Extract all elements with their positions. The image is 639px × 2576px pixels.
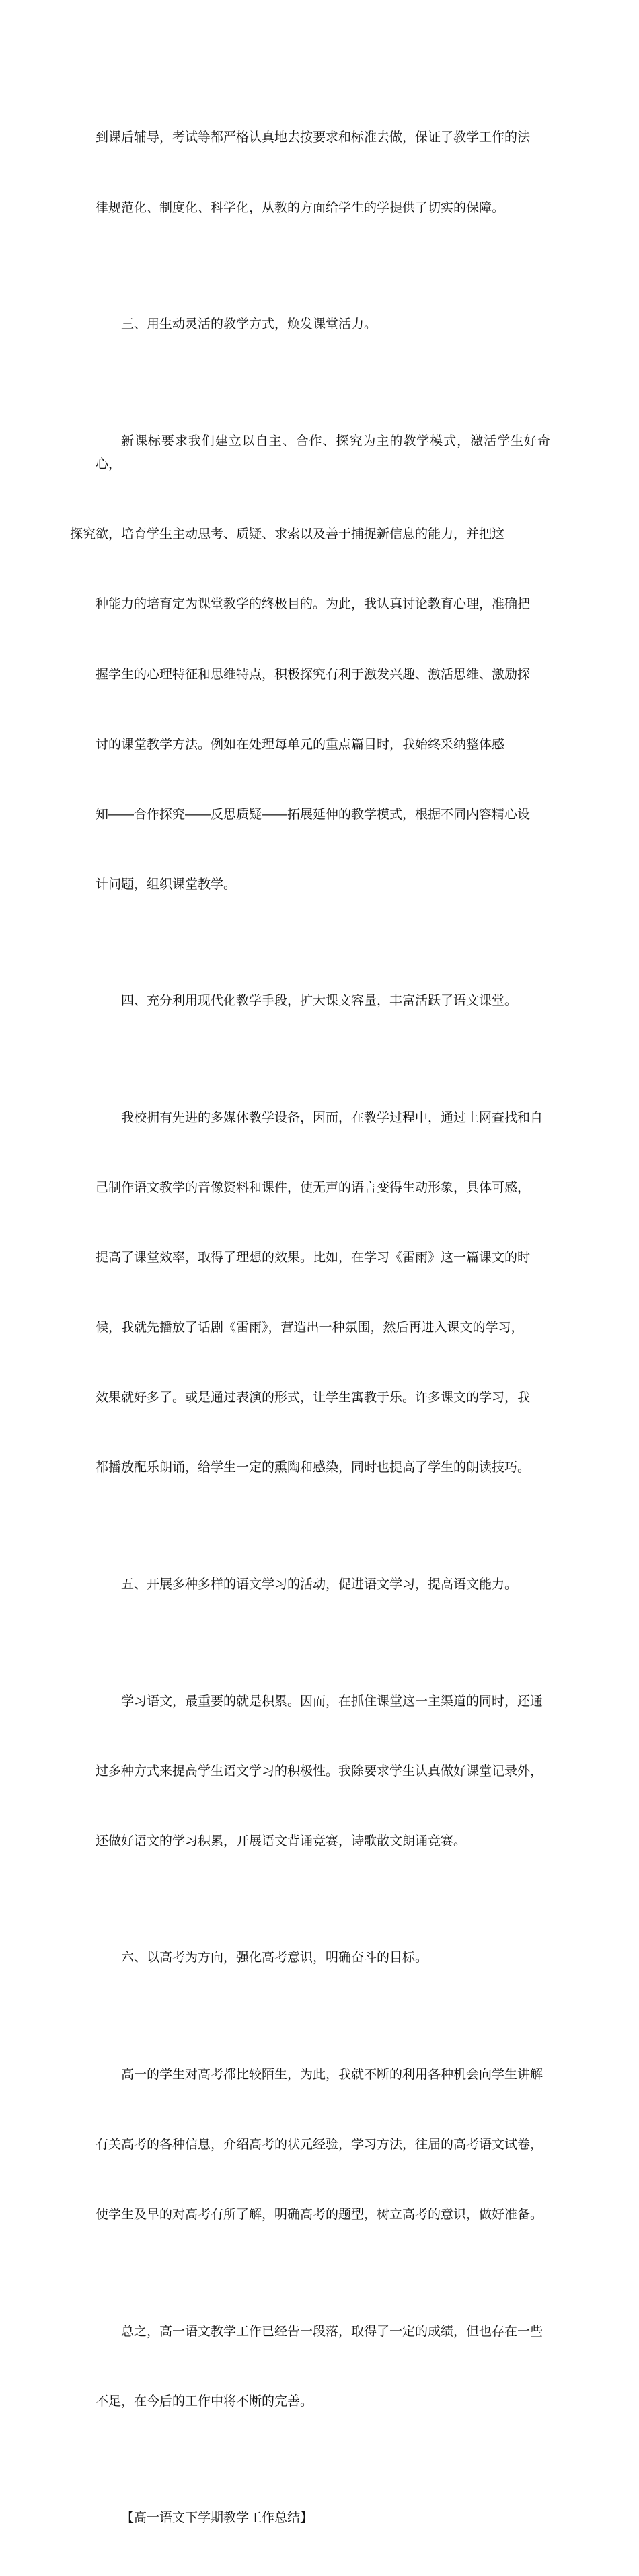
text-line: 还做好语文的学习积累，开展语文背诵竞赛，诗歌散文朗诵竞赛。	[96, 1833, 467, 1848]
text-line: 知――合作探究――反思质疑――拓展延伸的教学模式，根据不同内容精心设	[96, 806, 531, 822]
next-section-title	[96, 2460, 550, 2576]
paragraph-multimedia	[96, 1060, 550, 1526]
paragraph-continuation	[96, 79, 550, 266]
paragraph-conclusion	[96, 2273, 550, 2460]
text-line: 五、开展多种多样的语文学习的活动，促进语文学习，提高语文能力。	[121, 1577, 518, 1592]
text-line: 计问题，组织课堂教学。	[96, 876, 237, 892]
text-line: 到课后辅导，考试等都严格认真地去按要求和标准去做，保证了教学工作的法	[96, 130, 531, 145]
paragraph-gaokao	[96, 2016, 550, 2273]
text-line: 有关高考的各种信息，介绍高考的状元经验，学习方法，往届的高考语文试卷，	[96, 2136, 543, 2152]
text-line: 六、以高考为方向，强化高考意识，明确奋斗的目标。	[121, 1950, 428, 1965]
section-heading-4	[96, 943, 550, 1060]
section-heading-5	[96, 1526, 550, 1643]
text-line: 己制作语文教学的音像资料和课件，使无声的语言变得生动形象，具体可感，	[96, 1180, 531, 1196]
text-line: 握学生的心理特征和思维特点，积极探究有利于激发兴趣、激活思维、激励探	[96, 666, 531, 682]
text-line: 提高了课堂效率，取得了理想的效果。比如，在学习《雷雨》这一篇课文的时	[96, 1250, 531, 1265]
text-line: 新课标要求我们建立以自主、合作、探究为主的教学模式，激活学生好奇心，	[96, 433, 550, 472]
text-line: 过多种方式来提高学生语文学习的积极性。我除要求学生认真做好课堂记录外，	[96, 1763, 543, 1779]
text-line: 讨的课堂教学方法。例如在处理每单元的重点篇目时，我始终采纳整体感	[96, 736, 505, 752]
text-line: 候，我就先播放了话剧《雷雨》，营造出一种氛围，然后再进入课文的学习，	[96, 1320, 524, 1335]
text-line: 总之，高一语文教学工作已经告一段落，取得了一定的成绩，但也存在一些	[121, 2323, 543, 2339]
text-line: 都播放配乐朗诵，给学生一定的熏陶和感染，同时也提高了学生的朗读技巧。	[96, 1460, 531, 1475]
text-line: 学习语文，最重要的就是积累。因而，在抓住课堂这一主渠道的同时，还通	[121, 1693, 543, 1709]
text-line: 探究欲，培育学生主动思考、质疑、求索以及善于捕捉新信息的能力，并把这	[70, 526, 505, 542]
text-line: 【高一语文下学期教学工作总结】	[121, 2510, 313, 2526]
text-line: 律规范化、制度化、科学化，从教的方面给学生的学提供了切实的保障。	[96, 200, 505, 215]
text-line: 高一的学生对高考都比较陌生，为此，我就不断的利用各种机会向学生讲解	[121, 2066, 543, 2082]
paragraph-accumulation	[96, 1643, 550, 1900]
text-line: 三、用生动灵活的教学方式，焕发课堂活力。	[121, 317, 377, 332]
document-body	[70, 79, 550, 2576]
text-line: 不足，在今后的工作中将不断的完善。	[96, 2393, 313, 2409]
text-line: 四、充分利用现代化教学手段，扩大课文容量，丰富活跃了语文课堂。	[121, 993, 518, 1009]
text-line: 种能力的培育定为课堂教学的终极目的。为此，我认真讨论教育心理，准确把	[96, 596, 531, 612]
text-line: 使学生及早的对高考有所了解，明确高考的题型，树立高考的意识，做好准备。	[96, 2206, 543, 2222]
text-line: 我校拥有先进的多媒体教学设备，因而，在教学过程中，通过上网查找和自	[121, 1109, 543, 1125]
section-heading-6	[96, 1900, 550, 2017]
section-heading-3	[96, 266, 550, 383]
text-line: 效果就好多了。或是通过表演的形式，让学生寓教于乐。许多课文的学习，我	[96, 1390, 531, 1405]
paragraph-teaching-methods	[70, 383, 550, 943]
